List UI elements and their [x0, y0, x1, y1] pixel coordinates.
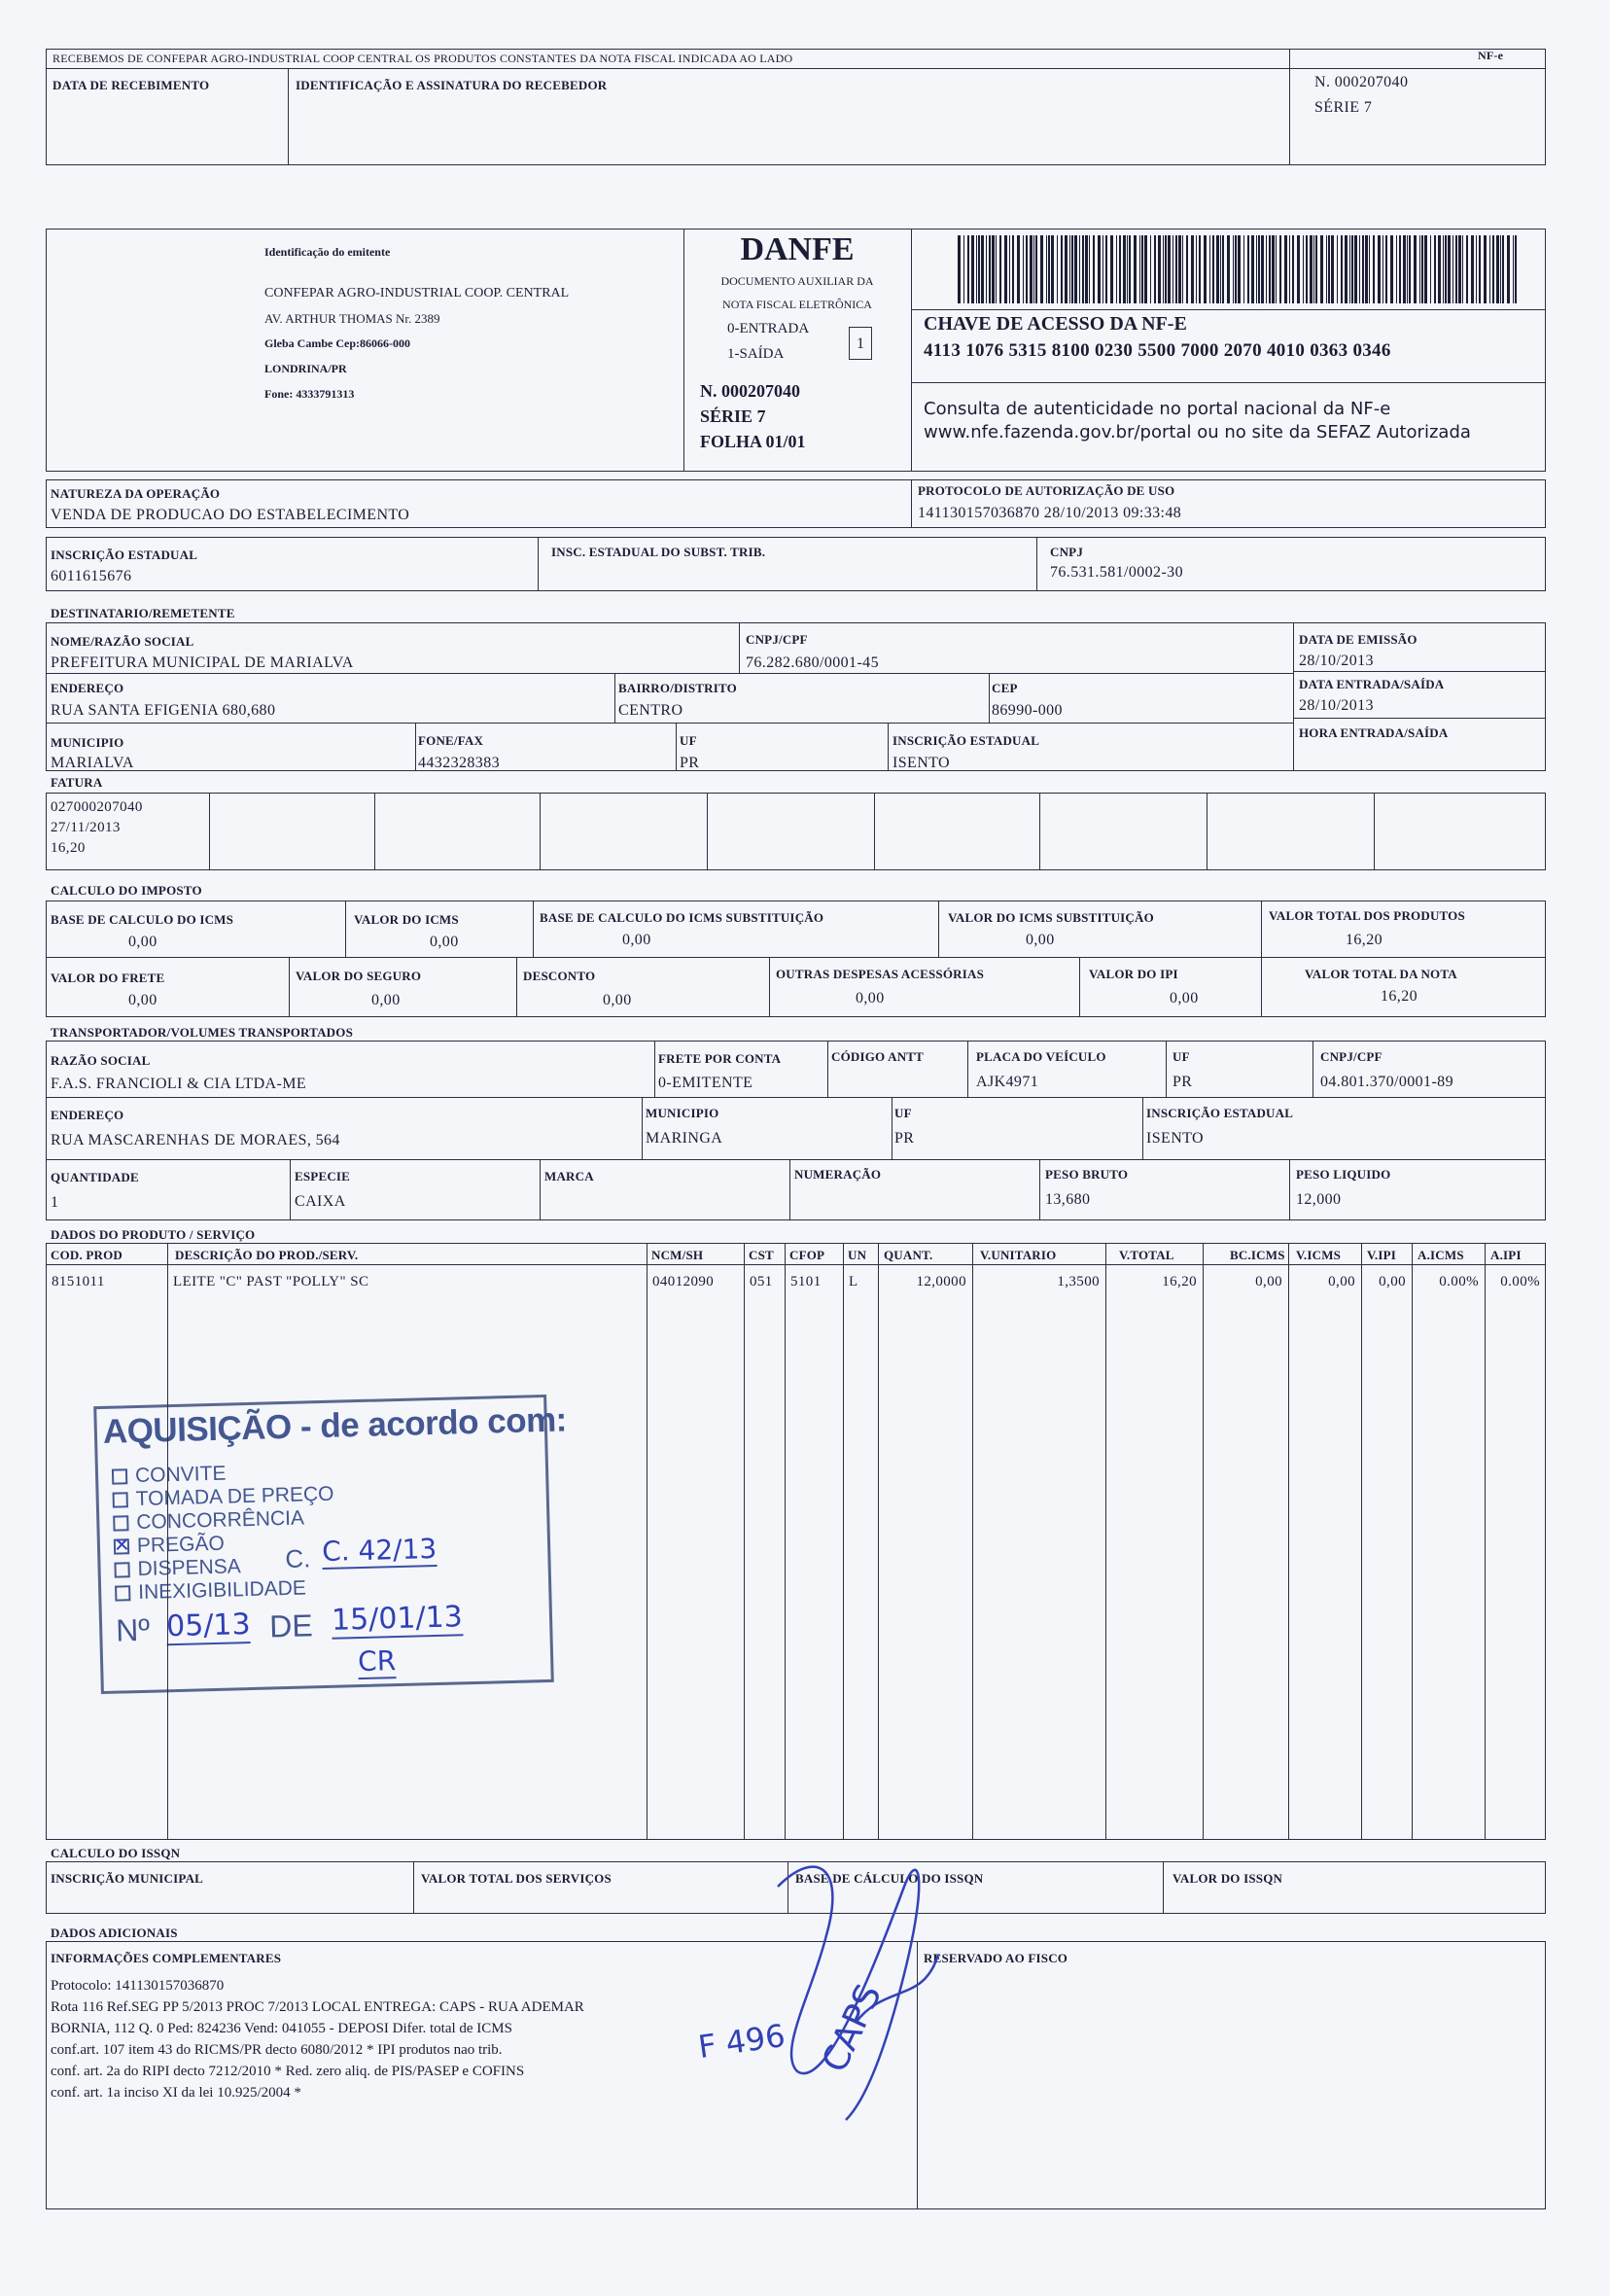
- handwritten-caps: CAPS: [815, 1978, 891, 2079]
- quantity-label: QUANTIDADE: [51, 1170, 139, 1184]
- stamp-checkbox: ✕: [113, 1535, 131, 1557]
- issqn-municipal-label: INSCRIÇÃO MUNICIPAL: [51, 1871, 204, 1886]
- product-column-divider: [1412, 1243, 1413, 1840]
- recipient-address-label: ENDEREÇO: [51, 681, 124, 695]
- product-header-3: CST: [749, 1248, 774, 1262]
- carrier-city-value: MARINGA: [646, 1130, 723, 1147]
- product-header-4: CFOP: [789, 1248, 825, 1262]
- carrier-address-value: RUA MASCARENHAS DE MORAES, 564: [51, 1132, 340, 1148]
- carrier-name-value: F.A.S. FRANCIOLI & CIA LTDA-ME: [51, 1076, 307, 1092]
- quantity-value: 1: [51, 1194, 59, 1211]
- info-line: Protocolo: 141130157036870: [51, 1978, 225, 1994]
- issqn-value-label: VALOR DO ISSQN: [1172, 1871, 1283, 1886]
- recipient-name-value: PREFEITURA MUNICIPAL DE MARIALVA: [51, 654, 354, 671]
- stamp-option: TOMADA DE PREÇO: [135, 1482, 334, 1511]
- danfe-series: SÉRIE 7: [700, 406, 766, 426]
- cnpj-value: 76.531.581/0002-30: [1050, 564, 1183, 581]
- freight-payer-label: FRETE POR CONTA: [658, 1051, 782, 1066]
- product-column-divider: [1203, 1243, 1204, 1840]
- recipient-cnpj-label: CNPJ/CPF: [746, 632, 808, 647]
- total-note-value: 16,20: [1381, 988, 1418, 1005]
- entry-date-label: DATA ENTRADA/SAÍDA: [1299, 677, 1445, 691]
- product-header-2: NCM/SH: [651, 1248, 704, 1262]
- other-expenses-value: 0,00: [856, 990, 885, 1007]
- product-column-divider: [878, 1243, 879, 1840]
- product-column-divider: [843, 1243, 844, 1840]
- product-header-10: V.ICMS: [1296, 1248, 1342, 1262]
- info-label: INFORMAÇÕES COMPLEMENTARES: [51, 1951, 282, 1965]
- recipient-name-label: NOME/RAZÃO SOCIAL: [51, 634, 194, 649]
- recipient-ie-value: ISENTO: [892, 755, 950, 771]
- product-header-1: DESCRIÇÃO DO PROD./SERV.: [175, 1248, 359, 1262]
- invoice-block: [46, 793, 1546, 870]
- base-icms-label: BASE DE CALCULO DO ICMS: [51, 912, 234, 927]
- gross-weight-label: PESO BRUTO: [1045, 1167, 1129, 1182]
- recipient-district-label: BAIRRO/DISTRITO: [618, 681, 737, 695]
- recipient-uf-label: UF: [680, 733, 697, 748]
- stamp-checkbox: [113, 1492, 128, 1507]
- issuer-district: Gleba Cambe Cep:86066-000: [264, 336, 410, 350]
- product-column-divider: [785, 1243, 786, 1840]
- issuer-address: AV. ARTHUR THOMAS Nr. 2389: [264, 311, 440, 326]
- danfe-subtitle-1: DOCUMENTO AUXILIAR DA: [720, 274, 874, 288]
- time-label: HORA ENTRADA/SAÍDA: [1299, 725, 1449, 740]
- icms-value: 0,00: [430, 934, 459, 950]
- invoice-section: FATURA: [51, 775, 103, 790]
- stamp-option: CONCORRÊNCIA: [136, 1506, 305, 1535]
- info-line: BORNIA, 112 Q. 0 Ped: 824236 Vend: 041055 - DEPOSI Difer. total de ICMS: [51, 2021, 512, 2036]
- access-key-barcode: [958, 235, 1522, 303]
- total-products-label: VALOR TOTAL DOS PRODUTOS: [1269, 908, 1465, 923]
- product-cell: 0.00%: [1500, 1274, 1540, 1289]
- product-cell: 5101: [790, 1274, 822, 1289]
- handwritten-f496: F 496: [695, 2016, 788, 2066]
- recipient-cep-value: 86990-000: [992, 702, 1063, 719]
- issuer-phone: Fone: 4333791313: [264, 387, 355, 401]
- carrier-uf2-value: PR: [894, 1130, 915, 1147]
- receipt-nfe-label: NF-e: [1478, 49, 1504, 62]
- transport-section: TRANSPORTADOR/VOLUMES TRANSPORTADOS: [51, 1025, 354, 1040]
- base-icms-value: 0,00: [128, 934, 158, 950]
- other-expenses-label: OUTRAS DESPESAS ACESSÓRIAS: [776, 967, 984, 981]
- products-section: DADOS DO PRODUTO / SERVIÇO: [51, 1227, 256, 1242]
- product-cell: 0.00%: [1439, 1274, 1479, 1289]
- product-cell: 0,00: [1328, 1274, 1355, 1289]
- stamp-number: 05/13: [165, 1607, 252, 1644]
- info-line: Rota 116 Ref.SEG PP 5/2013 PROC 7/2013 LOCAL ENTREGA: CAPS - RUA ADEMAR: [51, 1999, 584, 2015]
- danfe-exit: 1-SAÍDA: [727, 346, 785, 362]
- product-column-divider: [744, 1243, 745, 1840]
- info-line: conf.art. 107 item 43 do RICMS/PR decto 6080/2012 * IPI produtos nao trib.: [51, 2042, 503, 2058]
- product-cell: 16,20: [1162, 1274, 1197, 1289]
- stamp-number-prefix: Nº: [115, 1611, 151, 1648]
- access-key-label: CHAVE DE ACESSO DA NF-E: [924, 313, 1187, 335]
- cnpj-label: CNPJ: [1050, 545, 1084, 559]
- carrier-city-label: MUNICIPIO: [646, 1106, 719, 1120]
- carrier-cnpj-value: 04.801.370/0001-89: [1320, 1074, 1453, 1090]
- fisco-label: RESERVADO AO FISCO: [924, 1951, 1068, 1965]
- access-consult-1: Consulta de autenticidade no portal nacional da NF-e: [924, 399, 1391, 419]
- info-line: conf. art. 2a do RIPI decto 7212/2010 * Red. zero aliq. de PIS/PASEP e COFINS: [51, 2064, 525, 2079]
- product-header-9: BC.ICMS: [1230, 1248, 1285, 1262]
- base-st-value: 0,00: [622, 932, 651, 948]
- stamp-option: PREGÃO: [136, 1532, 226, 1558]
- additional-section: DADOS ADICIONAIS: [51, 1925, 178, 1940]
- product-header-5: UN: [848, 1248, 867, 1262]
- stamp-date-prefix: DE: [268, 1607, 314, 1644]
- emission-date-label: DATA DE EMISSÃO: [1299, 632, 1418, 647]
- ipi-value: 0,00: [1170, 990, 1199, 1007]
- issuer-label: Identificação do emitente: [264, 245, 391, 259]
- product-column-divider: [972, 1243, 973, 1840]
- receipt-sign-label: IDENTIFICAÇÃO E ASSINATURA DO RECEBEDOR: [296, 78, 608, 92]
- product-column-divider: [1361, 1243, 1362, 1840]
- issqn-services-label: VALOR TOTAL DOS SERVIÇOS: [421, 1871, 612, 1886]
- plate-value: AJK4971: [976, 1074, 1039, 1090]
- ipi-label: VALOR DO IPI: [1089, 967, 1178, 981]
- invoice-amount: 16,20: [51, 840, 86, 856]
- access-consult-2: www.nfe.fazenda.gov.br/portal ou no site da SEFAZ Autorizada: [924, 422, 1471, 442]
- product-cell: 04012090: [652, 1274, 715, 1289]
- antt-label: CÓDIGO ANTT: [831, 1049, 925, 1064]
- recipient-uf-value: PR: [680, 755, 700, 771]
- ie-row: [46, 537, 1546, 591]
- species-label: ESPECIE: [295, 1169, 351, 1183]
- danfe-number: N. 000207040: [700, 381, 800, 401]
- numbering-label: NUMERAÇÃO: [794, 1167, 882, 1182]
- freight-label: VALOR DO FRETE: [51, 971, 165, 985]
- product-column-divider: [1288, 1243, 1289, 1840]
- protocol-label: PROTOCOLO DE AUTORIZAÇÃO DE USO: [918, 483, 1175, 498]
- product-cell: 8151011: [52, 1274, 105, 1289]
- nature-label: NATUREZA DA OPERAÇÃO: [51, 486, 221, 501]
- recipient-phone-value: 4432328383: [418, 755, 500, 771]
- issuer-city: LONDRINA/PR: [264, 362, 347, 375]
- product-cell: 12,0000: [916, 1274, 966, 1289]
- carrier-name-label: RAZÃO SOCIAL: [51, 1053, 151, 1068]
- product-header-7: V.UNITARIO: [980, 1248, 1057, 1262]
- stamp-option: INEXIGIBILIDADE: [137, 1576, 307, 1605]
- danfe-title: DANFE: [740, 231, 855, 267]
- stamp-c-prefix: C.: [284, 1543, 311, 1574]
- product-header-12: A.ICMS: [1418, 1248, 1464, 1262]
- invoice-date: 27/11/2013: [51, 820, 121, 835]
- ie-label: INSCRIÇÃO ESTADUAL: [51, 548, 198, 562]
- stamp-checkbox: [114, 1562, 129, 1577]
- danfe-sheet: FOLHA 01/01: [700, 432, 806, 451]
- ie-st-label: INSC. ESTADUAL DO SUBST. TRIB.: [551, 545, 766, 559]
- insurance-label: VALOR DO SEGURO: [296, 969, 422, 983]
- stamp-checkbox: [115, 1585, 130, 1601]
- access-key-value: 4113 1076 5315 8100 0230 5500 7000 2070 4010 0363 0346: [924, 340, 1391, 361]
- product-column-divider: [167, 1243, 168, 1840]
- net-weight-value: 12,000: [1296, 1191, 1342, 1208]
- carrier-ie-label: INSCRIÇÃO ESTADUAL: [1146, 1106, 1294, 1120]
- product-header-8: V.TOTAL: [1119, 1248, 1174, 1262]
- ie-value: 6011615676: [51, 568, 132, 584]
- stamp-handwritten-c: C. 42/13: [321, 1532, 438, 1569]
- product-header-0: COD. PROD: [51, 1248, 123, 1262]
- icms-label: VALOR DO ICMS: [354, 912, 459, 927]
- discount-label: DESCONTO: [523, 969, 596, 983]
- discount-value: 0,00: [603, 992, 632, 1008]
- info-line: conf. art. 1a inciso XI da lei 10.925/2004 *: [51, 2085, 301, 2101]
- carrier-address-label: ENDEREÇO: [51, 1108, 124, 1122]
- receipt-header: RECEBEMOS DE CONFEPAR AGRO-INDUSTRIAL COOP CENTRAL OS PRODUTOS CONSTANTES DA NOTA FISCAL INDICADA AO LADO: [52, 52, 793, 65]
- gross-weight-value: 13,680: [1045, 1191, 1091, 1208]
- issuer-name: CONFEPAR AGRO-INDUSTRIAL COOP. CENTRAL: [264, 286, 570, 300]
- recipient-city-label: MUNICIPIO: [51, 735, 124, 750]
- freight-value: 0,00: [128, 992, 158, 1008]
- product-header-13: A.IPI: [1490, 1248, 1522, 1262]
- product-column-divider: [1485, 1243, 1486, 1840]
- icms-st-label: VALOR DO ICMS SUBSTITUIÇÃO: [948, 910, 1154, 925]
- stamp-option: CONVITE: [134, 1462, 227, 1488]
- plate-label: PLACA DO VEÍCULO: [976, 1049, 1106, 1064]
- recipient-district-value: CENTRO: [618, 702, 683, 719]
- recipient-section: DESTINATARIO/REMETENTE: [51, 606, 235, 620]
- danfe-entry: 0-ENTRADA: [727, 321, 810, 336]
- recipient-phone-label: FONE/FAX: [418, 733, 484, 748]
- product-cell: L: [849, 1274, 858, 1289]
- insurance-value: 0,00: [371, 992, 401, 1008]
- total-note-label: VALOR TOTAL DA NOTA: [1305, 967, 1457, 981]
- product-cell: 0,00: [1379, 1274, 1406, 1289]
- freight-payer-value: 0-EMITENTE: [658, 1075, 753, 1091]
- total-products-value: 16,20: [1346, 932, 1382, 948]
- protocol-value: 141130157036870 28/10/2013 09:33:48: [918, 505, 1182, 521]
- stamp-initials: CR: [357, 1644, 397, 1678]
- stamp-date: 15/01/13: [331, 1600, 464, 1638]
- receipt-date-label: DATA DE RECEBIMENTO: [52, 78, 210, 92]
- product-cell: 0,00: [1255, 1274, 1282, 1289]
- acquisition-stamp: [93, 1395, 568, 1694]
- product-column-divider: [647, 1243, 648, 1840]
- danfe-type-box: 1: [849, 327, 872, 360]
- brand-label: MARCA: [544, 1169, 594, 1183]
- carrier-uf2-label: UF: [894, 1106, 912, 1120]
- recipient-city-value: MARIALVA: [51, 755, 134, 771]
- issqn-base-label: BASE DE CÁLCULO DO ISSQN: [795, 1871, 984, 1886]
- carrier-uf-label: UF: [1172, 1049, 1190, 1064]
- carrier-cnpj-label: CNPJ/CPF: [1320, 1049, 1382, 1064]
- product-column-divider: [1105, 1243, 1106, 1840]
- receipt-series: SÉRIE 7: [1314, 99, 1373, 116]
- icms-st-value: 0,00: [1026, 932, 1055, 948]
- tax-section: CALCULO DO IMPOSTO: [51, 883, 202, 898]
- carrier-ie-value: ISENTO: [1146, 1130, 1204, 1147]
- nature-value: VENDA DE PRODUCAO DO ESTABELECIMENTO: [51, 507, 410, 523]
- carrier-uf-value: PR: [1172, 1074, 1193, 1090]
- recipient-ie-label: INSCRIÇÃO ESTADUAL: [892, 733, 1040, 748]
- species-value: CAIXA: [295, 1193, 346, 1210]
- product-cell: 051: [750, 1274, 773, 1289]
- receipt-number: N. 000207040: [1314, 74, 1409, 90]
- net-weight-label: PESO LIQUIDO: [1296, 1167, 1391, 1182]
- recipient-cnpj-value: 76.282.680/0001-45: [746, 654, 879, 671]
- stamp-checkbox: [112, 1468, 127, 1484]
- product-cell: LEITE "C" PAST "POLLY" SC: [173, 1274, 369, 1289]
- product-header-6: QUANT.: [884, 1248, 933, 1262]
- stamp-title: AQUISIÇÃO - de acordo com:: [102, 1400, 568, 1451]
- entry-date-value: 28/10/2013: [1299, 697, 1374, 714]
- danfe-subtitle-2: NOTA FISCAL ELETRÔNICA: [722, 298, 872, 311]
- product-cell: 1,3500: [1057, 1274, 1100, 1289]
- stamp-checkbox: [113, 1515, 128, 1531]
- emission-date-value: 28/10/2013: [1299, 653, 1374, 669]
- recipient-cep-label: CEP: [992, 681, 1018, 695]
- product-header-11: V.IPI: [1367, 1248, 1397, 1262]
- invoice-number: 027000207040: [51, 799, 143, 815]
- recipient-address-value: RUA SANTA EFIGENIA 680,680: [51, 702, 276, 719]
- stamp-option: DISPENSA: [137, 1555, 242, 1581]
- base-st-label: BASE DE CALCULO DO ICMS SUBSTITUIÇÃO: [540, 910, 824, 925]
- issqn-section: CALCULO DO ISSQN: [51, 1846, 181, 1860]
